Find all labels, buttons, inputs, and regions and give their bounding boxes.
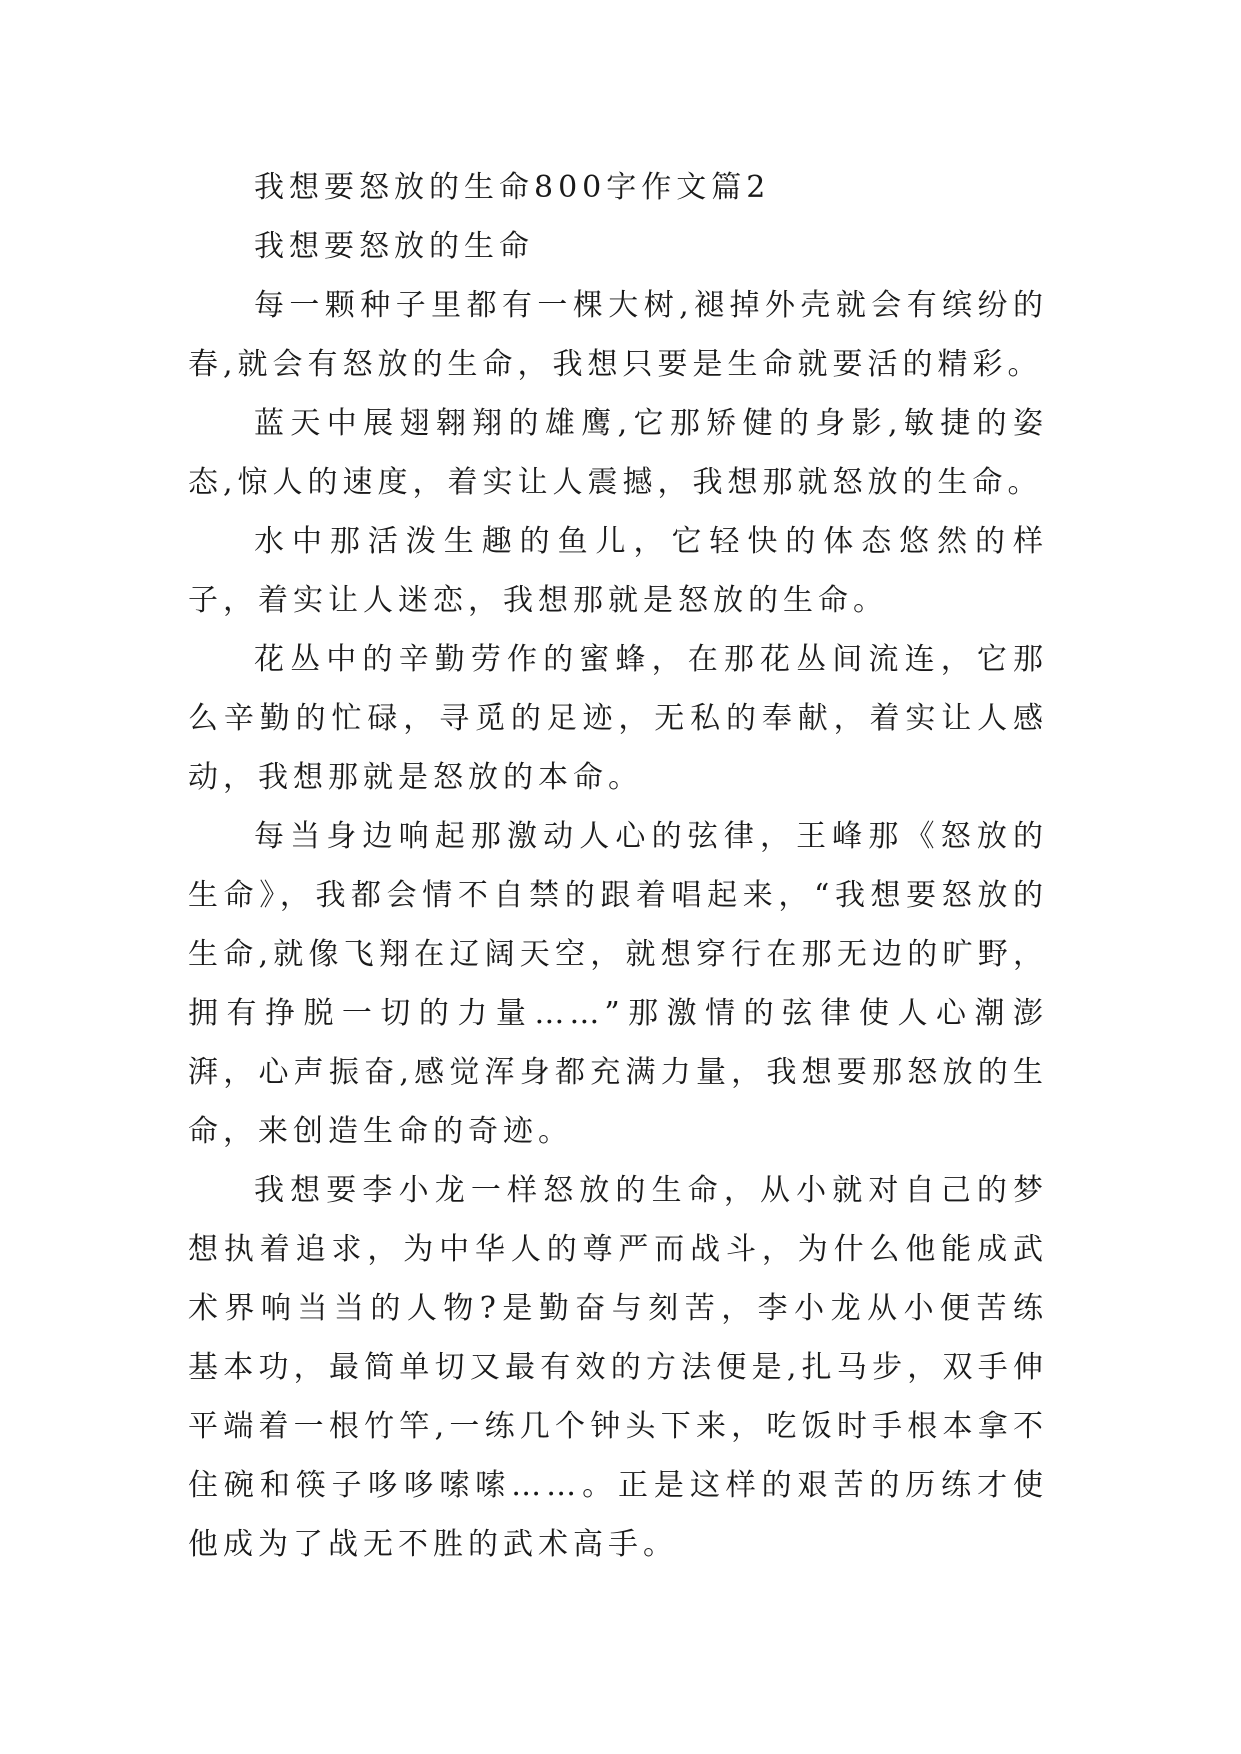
paragraph-6: 我想要李小龙一样怒放的生命，从小就对自己的梦想执着追求，为中华人的尊严而战斗，为什么他能成武术界响当当的人物?是勤奋与刻苦，李小龙从小便苦练基本功，最简单切又最有效的方法便是,扎马步，双手伸平端着一根竹竿,一练几个钟头下来，吃饭时手根本拿不住碗和筷子哆哆嗦嗦……。正是这样的艰苦的历练才使他成为了战无不胜的武术高手。 <box>188 1173 1048 1562</box>
paragraph-5: 每当身边响起那激动人心的弦律，王峰那《怒放的生命》，我都会情不自禁的跟着唱起来，“我想要怒放的生命,就像飞翔在辽阔天空，就想穿行在那无边的旷野，拥有挣脱一切的力量……”那激情的弦律使人心潮澎湃，心声振奋,感觉浑身都充满力量，我想要那怒放的生命，来创造生命的奇迹。 <box>188 819 1048 1149</box>
essay-title: 我想要怒放的生命 <box>254 229 534 264</box>
document-title: 我想要怒放的生命800字作文篇2 <box>254 170 771 205</box>
paragraph-3: 水中那活泼生趣的鱼儿，它轻快的体态悠然的样子，着实让人迷恋，我想那就是怒放的生命。 <box>188 524 1048 618</box>
paragraph-1: 每一颗种子里都有一棵大树,褪掉外壳就会有缤纷的春,就会有怒放的生命，我想只要是生命就要活的精彩。 <box>188 288 1048 382</box>
document-body <box>188 158 1048 1574</box>
paragraph-4: 花丛中的辛勤劳作的蜜蜂，在那花丛间流连，它那么辛勤的忙碌，寻觅的足迹，无私的奉献，着实让人感动，我想那就是怒放的本命。 <box>188 642 1048 795</box>
paragraph-2: 蓝天中展翅翱翔的雄鹰,它那矫健的身影,敏捷的姿态,惊人的速度，着实让人震撼，我想那就怒放的生命。 <box>188 406 1048 500</box>
